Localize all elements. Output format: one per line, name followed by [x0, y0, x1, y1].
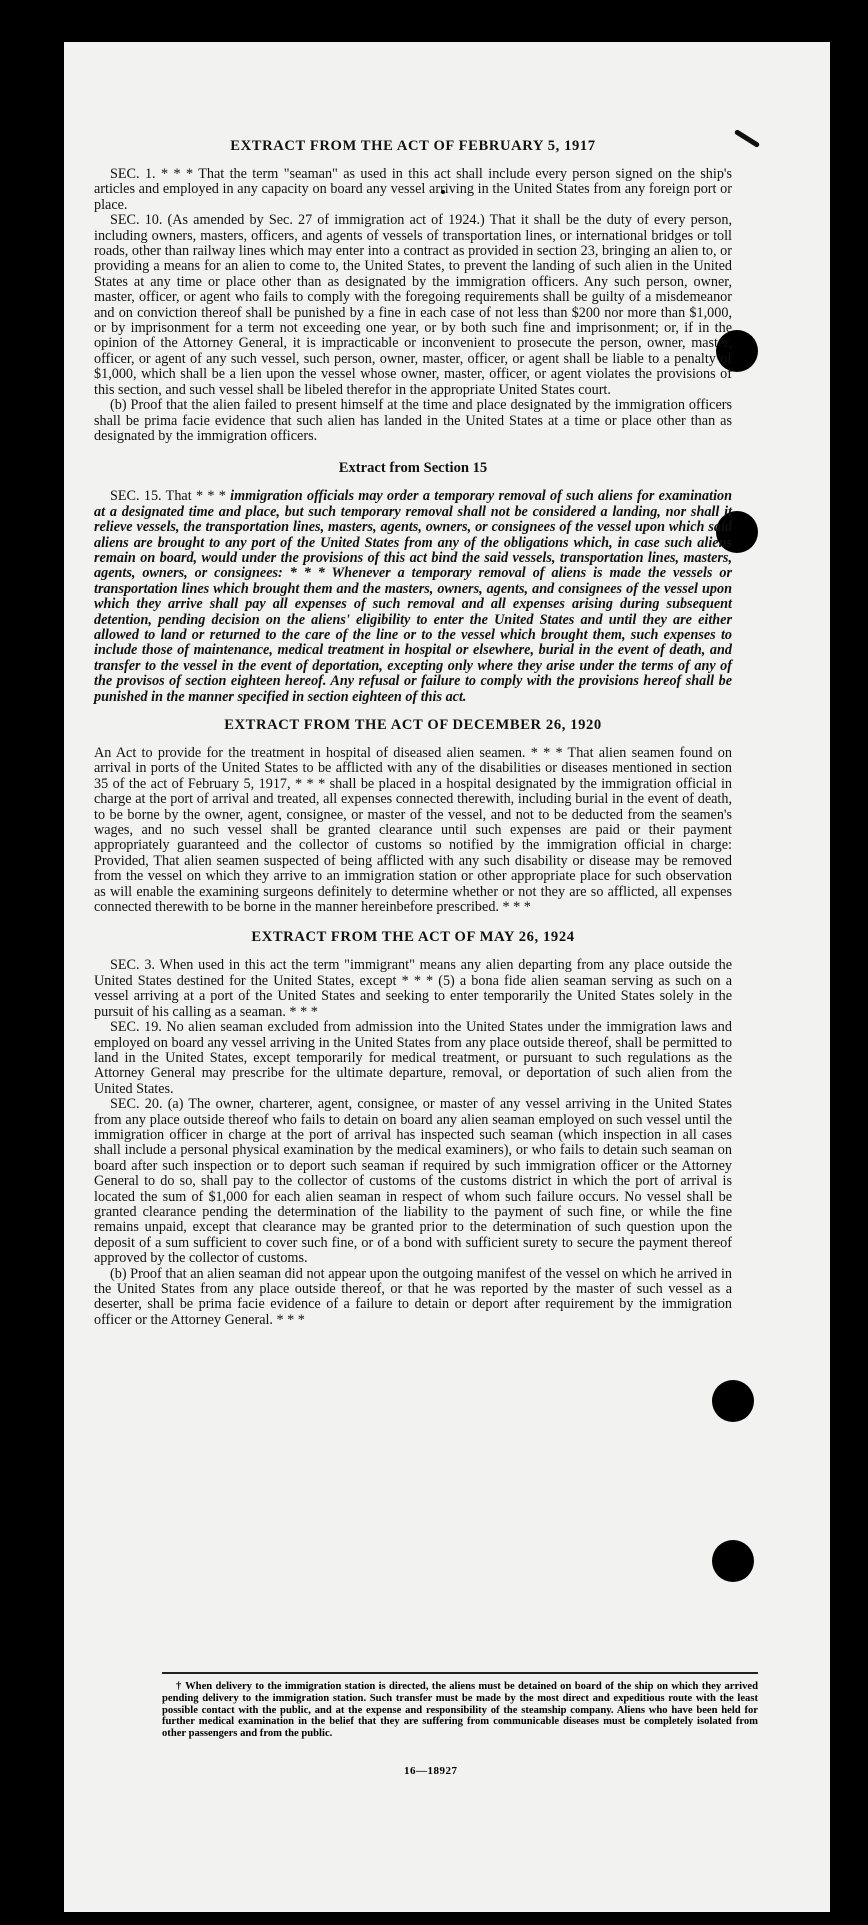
- heading-act-1917: EXTRACT FROM THE ACT OF FEBRUARY 5, 1917: [230, 138, 596, 154]
- page-number: 16—18927: [404, 1765, 458, 1777]
- footnote-divider: [162, 1672, 758, 1674]
- footnote-text: † When delivery to the immigration station is directed, the aliens must be detained on board of the ship on which they arrived pending delivery to the immigration station. Such transfer must be made by the most direct and expeditious route with the least possible contact with the public, and at the expense and responsibility of the steamship company. Aliens who have been held for further medical examination in the belief that they are suffering from communicable diseases must be completely isolated from other passengers and from the public.: [162, 1681, 758, 1740]
- act-1920-paragraph: An Act to provide for the treatment in hospital of diseased alien seamen. * * * That alien seamen found on arrival in ports of the United States to be afflicted with any of the disabilities or diseases mentioned in section 35 of the act of February 5, 1917, * * * shall be placed in a hospital designated by the immigration official in charge at the port of arrival and treated, all expenses connected therewith, including burial in the event of death, to be borne by the owner, agent, consignee, or master of the vessel, and not to be deducted from the seamen's wages, and no such vessel shall be granted clearance until such expenses are paid or their payment appropriately guaranteed and the collector of customs so notified by the immigration official in charge: Provided, That alien seamen suspected of being afflicted with any such disability or disease may be removed from the vessel on which they arrive to an immigration station or other appropriate place for such observation as will enable the examining surgeons definitely to determine whether or not they are so afflicted, all expenses connected therewith to be borne in the manner hereinbefore prescribed. * * *: [94, 745, 732, 916]
- sec-15-italic: immigration officials may order a temporary removal of such aliens for examination at a designated time and place, but such temporary removal shall not be considered a landing, nor shall it relieve vessels, the transportation lines, masters, agents, owners, or consignees of the vessel upon which said aliens are brought to any port of the United States from any of the obligations which, in case such aliens remain on board, would under the provisions of this act bind the said vessels, transportation lines, masters, agents, owners, or consignees: * * * Whenever a temporary removal of aliens is made the vessels or transportation lines which brought them and the masters, owners, agents, and consignees of the vessel upon which they arrive shall pay all expenses of such removal and all expenses arising during subsequent detention, pending decision on the aliens' eligibility to enter the United States and until they are either allowed to land or returned to the care of the line or to the vessel which brought them, such expenses to include those of maintenance, medical treatment in hospital or elsewhere, burial in the event of death, and transfer to the vessel in the event of deportation, excepting only where they arise under the terms of any of the provisos of section eighteen hereof. Any refusal or failure to comply with the provisions hereof shall be punished in the manner specified in section eighteen of this act.: [94, 488, 732, 705]
- sec-15-lead: SEC. 15. That * * *: [110, 488, 231, 505]
- document-body: [94, 138, 732, 1328]
- sec-10-b-paragraph: (b) Proof that the alien failed to present himself at the time and place designated by the immigration officers shall be prima facie evidence that such alien has landed in the United States at a time or place other than as designated by the immigration officers.: [94, 397, 732, 444]
- sec-19-paragraph: SEC. 19. No alien seaman excluded from admission into the United States under the immigration laws and employed on board any vessel arriving in the United States from any place outside thereof, shall be permitted to land in the United States, except temporarily for medical treatment, or pursuant to such regulations as the Attorney General may prescribe for the ultimate departure, removal, or deportation of such alien from the United States.: [94, 1019, 732, 1097]
- sec-10-paragraph: SEC. 10. (As amended by Sec. 27 of immigration act of 1924.) That it shall be the duty of every person, including owners, masters, officers, and agents of vessels of transportation lines, or international bridges or toll roads, other than railway lines which may enter into a contract as provided in section 23, bringing an alien to, or providing a means for an alien to come to, the United States, to prevent the landing of such alien in the United States at any time or place other than as designated by the immigration officers. Any such person, owner, master, officer, or agent who fails to comply with the foregoing requirements shall be guilty of a misdemeanor and on conviction thereof shall be punished by a fine in each case of not less than $200 nor more than $1,000, or by imprisonment for a term not exceeding one year, or by both such fine and imprisonment; or, if in the opinion of the Attorney General, it is impracticable or inconvenient to prosecute the person, owner, master, officer, or agent of any such vessel, such person, owner, master, officer, or agent shall be liable to a penalty of $1,000, which shall be a lien upon the vessel whose owner, master, officer, or agent violates the provisions of this section, and such vessel shall be libeled therefor in the appropriate United States court.: [94, 212, 732, 398]
- punch-hole: [712, 1380, 754, 1422]
- punch-hole: [712, 1540, 754, 1582]
- sec-20-b-paragraph: (b) Proof that an alien seaman did not appear upon the outgoing manifest of the vessel on which he arrived in the United States from any place outside thereof, or that he was reported by the master of such vessel as a deserter, shall be prima facie evidence of a failure to detain or deport after requirement by the immigration officer or the Attorney General. * * *: [94, 1265, 732, 1328]
- heading-act-1920: EXTRACT FROM THE ACT OF DECEMBER 26, 1920: [224, 717, 602, 733]
- sec-20-a-paragraph: SEC. 20. (a) The owner, charterer, agent, consignee, or master of any vessel arriving in the United States from any place outside thereof who fails to detain on board any alien seaman employed on such vessel until the immigration officer in charge at the port of arrival has inspected such seaman (which inspection in all cases shall include a personal physical examination by the medical examiners), or who fails to detain such seaman on board after such inspection or to deport such seaman if required by such immigration officer or the Attorney General to do so, shall pay to the collector of customs of the customs district in which the port of arrival is located the sum of $1,000 for each alien seaman in respect of whom such failure occurs. No vessel shall be granted clearance pending the determination of the liability to the payment of such fine, or while the fine remains unpaid, except that clearance may be granted prior to the determination of such question upon the deposit of a sum sufficient to cover such fine, or of a bond with sufficient surety to secure the payment thereof approved by the collector of customs.: [94, 1096, 732, 1267]
- sec-1-paragraph: SEC. 1. * * * That the term "seaman" as used in this act shall include every person signed on the ship's articles and employed in any capacity on board any vessel arriving in the United States from any foreign port or place.: [94, 166, 732, 213]
- heading-act-1924: EXTRACT FROM THE ACT OF MAY 26, 1924: [251, 929, 575, 946]
- sec-3-paragraph: SEC. 3. When used in this act the term "immigrant" means any alien departing from any place outside the United States destined for the United States, except * * * (5) a bona fide alien seaman serving as such on a vessel arriving at a port of the United States and seeking to enter temporarily the United States solely in the pursuit of his calling as a seaman. * * *: [94, 957, 732, 1020]
- heading-section-15: Extract from Section 15: [338, 460, 488, 477]
- footnote-block: [162, 1681, 758, 1740]
- sec-15-paragraph: [94, 489, 732, 705]
